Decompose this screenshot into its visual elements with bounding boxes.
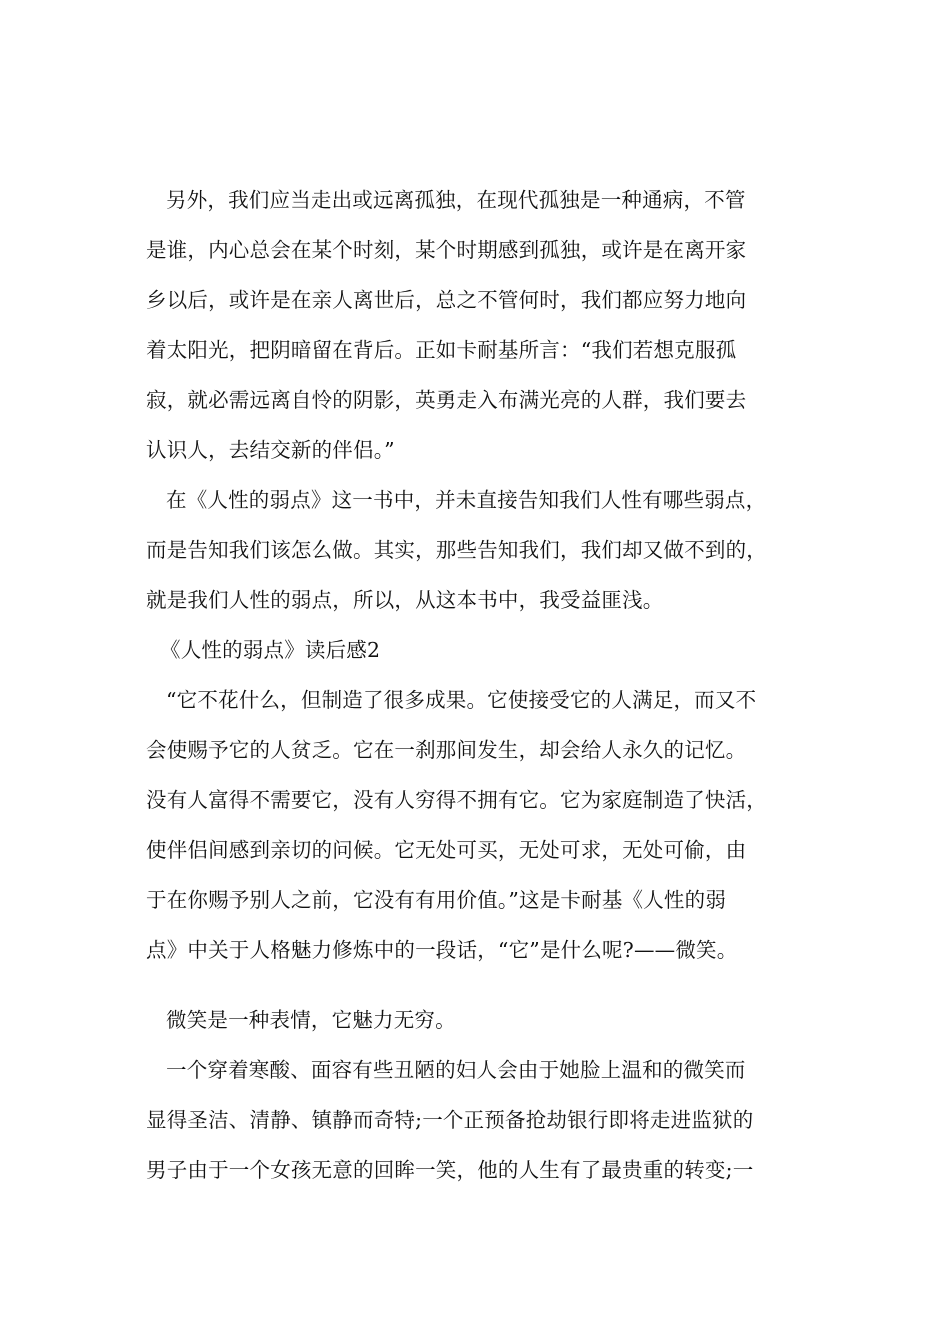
paragraph-1-line-6: 认识人，去结交新的伴侣。” — [146, 438, 395, 462]
paragraph-5-line-1: 一个穿着寒酸、面容有些丑陋的妇人会由于她脸上温和的微笑而 — [166, 1058, 746, 1082]
paragraph-1-line-1: 另外，我们应当走出或远离孤独，在现代孤独是一种通病，不管 — [166, 188, 746, 212]
paragraph-5-line-2: 显得圣洁、清静、镇静而奇特;一个正预备抢劫银行即将走进监狱的 — [146, 1108, 754, 1132]
paragraph-2-line-3: 就是我们人性的弱点，所以，从这本书中，我受益匪浅。 — [146, 588, 664, 612]
paragraph-1-line-5: 寂，就必需远离自怜的阴影，英勇走入布满光亮的人群，我们要去 — [146, 388, 747, 412]
paragraph-1-line-4: 着太阳光，把阴暗留在背后。正如卡耐基所言：“我们若想克服孤 — [146, 338, 737, 362]
paragraph-4-line-1: 微笑是一种表情，它魅力无穷。 — [166, 1008, 456, 1032]
paragraph-3-line-2: 会使赐予它的人贫乏。它在一刹那间发生，却会给人永久的记忆。 — [146, 738, 747, 762]
paragraph-1-line-2: 是谁，内心总会在某个时刻，某个时期感到孤独，或许是在离开家 — [146, 238, 747, 262]
paragraph-3-line-6: 点》中关于人格魅力修炼中的一段话，“它”是什么呢?——微笑。 — [146, 938, 738, 962]
paragraph-3-line-3: 没有人富得不需要它，没有人穷得不拥有它。它为家庭制造了快活， — [146, 788, 767, 812]
paragraph-1-line-3: 乡以后，或许是在亲人离世后，总之不管何时，我们都应努力地向 — [146, 288, 747, 312]
paragraph-5-line-3: 男子由于一个女孩无意的回眸一笑，他的人生有了最贵重的转变;一 — [146, 1158, 754, 1182]
section-heading: 《人性的弱点》读后感2 — [160, 638, 381, 662]
paragraph-3-line-5: 于在你赐予别人之前，它没有有用价值。”这是卡耐基《人性的弱 — [146, 888, 727, 912]
paragraph-3-line-1: “它不花什么，但制造了很多成果。它使接受它的人满足，而又不 — [166, 688, 757, 712]
paragraph-2-line-2: 而是告知我们该怎么做。其实，那些告知我们，我们却又做不到的， — [146, 538, 767, 562]
paragraph-2-line-1: 在《人性的弱点》这一书中，并未直接告知我们人性有哪些弱点， — [166, 488, 767, 512]
paragraph-3-line-4: 使伴侣间感到亲切的问候。它无处可买，无处可求，无处可偷，由 — [146, 838, 747, 862]
